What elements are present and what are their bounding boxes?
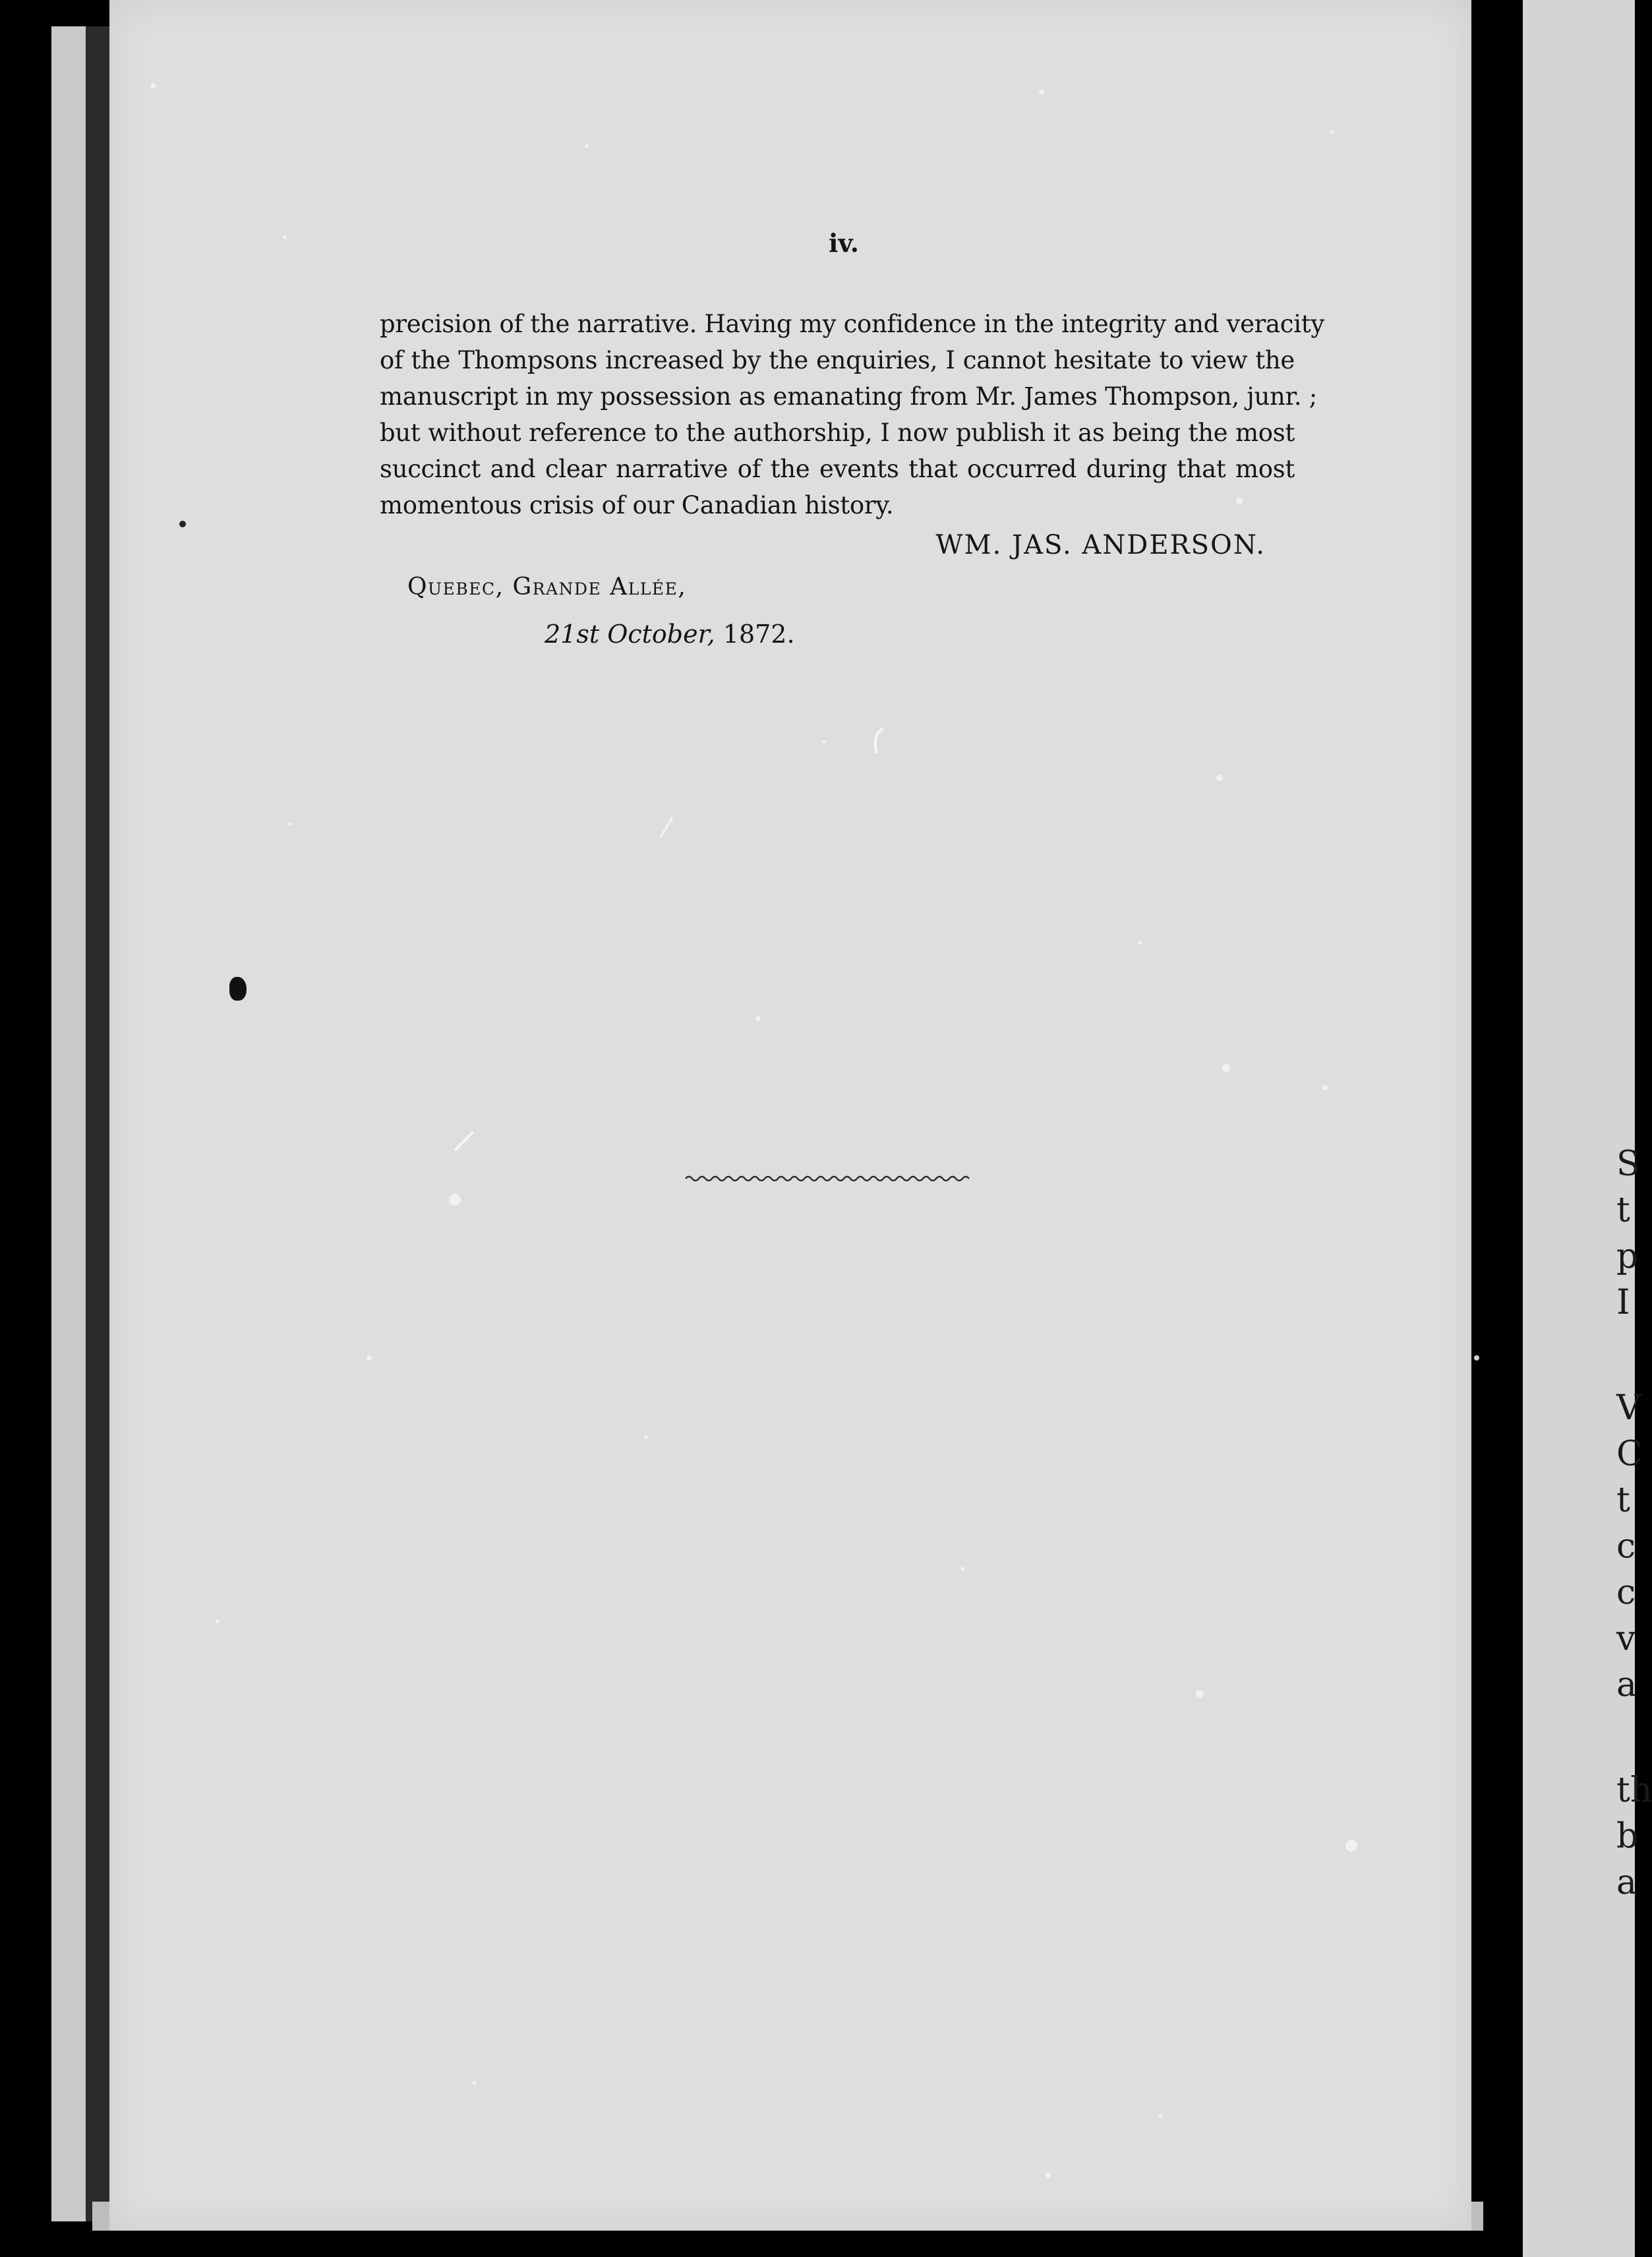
- binding-shadow: [86, 26, 109, 2221]
- adjacent-page-letter: c: [1616, 1527, 1636, 1566]
- text-line: but without reference to the authorship, I now publish it as being the most: [380, 419, 1295, 447]
- ink-blot: [229, 977, 247, 1001]
- adjacent-page-letter: S: [1616, 1144, 1640, 1184]
- dateline-place: Quebec, Grande Allée,: [407, 573, 687, 601]
- dateline-date: [545, 620, 795, 649]
- adjacent-page-letter: b: [1616, 1817, 1639, 1856]
- page-number: iv.: [829, 228, 859, 258]
- adjacent-page-letter: c: [1616, 1573, 1636, 1612]
- adjacent-page-letter: t: [1616, 1480, 1630, 1520]
- wavy-divider: [686, 1173, 969, 1183]
- adjacent-page-letter: p: [1616, 1237, 1639, 1276]
- date-year: 1872.: [723, 620, 795, 649]
- adjacent-page-letter: a: [1616, 1863, 1637, 1902]
- adjacent-page: [1523, 0, 1635, 2257]
- date-month: October,: [607, 620, 715, 649]
- text-line: manuscript in my possession as emanating from Mr. James Thompson, junr. ;: [380, 382, 1317, 411]
- adjacent-page-letter: V: [1616, 1388, 1641, 1428]
- adjacent-page-letter: C: [1616, 1434, 1643, 1474]
- text-line: momentous crisis of our Canadian history.: [380, 491, 894, 519]
- author-signature: WM. JAS. ANDERSON.: [935, 530, 1266, 560]
- ink-dot: [179, 521, 186, 527]
- adjacent-page-letter: v: [1616, 1619, 1636, 1658]
- adjacent-page-letter: th: [1616, 1771, 1652, 1810]
- adjacent-page-letter: I: [1616, 1283, 1630, 1322]
- text-line: succinct and clear narrative of the events that occurred during that most: [380, 455, 1295, 483]
- adjacent-page-letter: t: [1616, 1190, 1630, 1230]
- left-page-edge: [51, 26, 86, 2221]
- body-paragraph: [380, 306, 1324, 523]
- adjacent-page-letter: a: [1616, 1665, 1637, 1705]
- date-day: 21st: [545, 620, 600, 649]
- text-line: of the Thompsons increased by the enquiries, I cannot hesitate to view the: [380, 346, 1295, 374]
- text-line: precision of the narrative. Having my confidence in the integrity and veracity: [380, 310, 1324, 338]
